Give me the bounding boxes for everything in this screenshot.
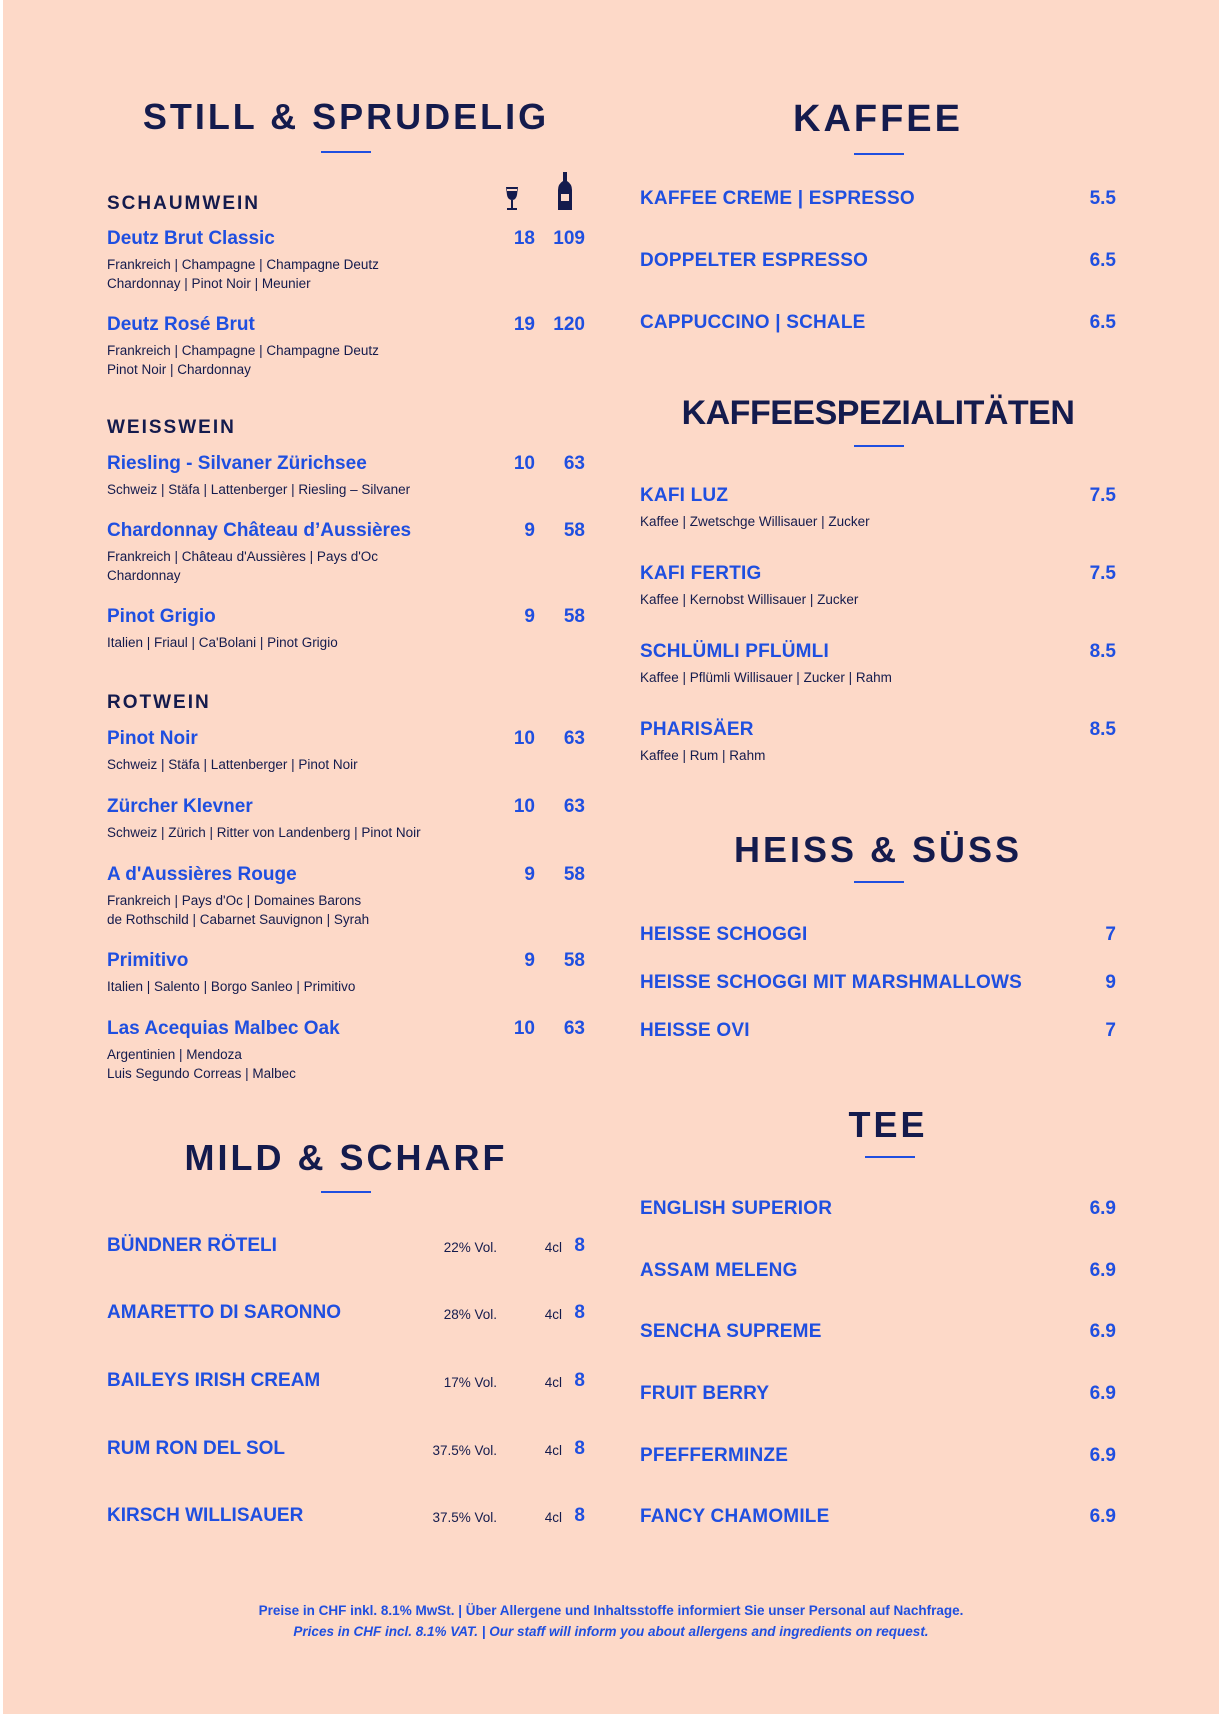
desc-line: Frankreich | Pays d'Oc | Domaines Barons: [107, 893, 362, 908]
serving-size: 4cl: [544, 1240, 562, 1255]
title-underline: [854, 153, 904, 155]
category-rotwein: ROTWEIN: [107, 692, 211, 713]
spirit-name: KIRSCH WILLISAUER: [107, 1505, 304, 1526]
glass-price: 10: [513, 728, 535, 749]
wine-name: Riesling - Silvaner Zürichsee: [107, 453, 367, 474]
desc-line: Frankreich | Champagne | Champagne Deutz: [107, 257, 379, 272]
price: 6.9: [1089, 1198, 1116, 1219]
bottle-price: 63: [563, 728, 585, 749]
list-item: [107, 1370, 585, 1396]
list-item: [640, 719, 1116, 764]
alcohol-volume: 37.5% Vol.: [432, 1443, 497, 1458]
desc-line: Chardonnay: [107, 568, 181, 583]
price: 6.9: [1089, 1506, 1116, 1527]
list-item: [640, 1506, 1116, 1532]
item-name: SENCHA SUPREME: [640, 1321, 822, 1342]
list-item: [107, 1302, 585, 1328]
item-description: Kaffee | Pflümli Willisauer | Zucker | Rahm: [640, 670, 892, 685]
serving-size: 4cl: [544, 1307, 562, 1322]
wine-description: [107, 977, 355, 996]
serving-size: 4cl: [544, 1510, 562, 1525]
price: 6.9: [1089, 1260, 1116, 1281]
section-title-kaffee: KAFFEE: [793, 98, 963, 140]
price: 6.5: [1089, 312, 1116, 333]
list-item: [640, 1020, 1116, 1046]
list-item: [640, 1260, 1116, 1286]
glass-price: 19: [513, 314, 535, 335]
glass-price: 10: [513, 1018, 535, 1039]
price: 6.9: [1089, 1321, 1116, 1342]
item-description: Kaffee | Rum | Rahm: [640, 748, 766, 763]
wine-name: Deutz Rosé Brut: [107, 314, 255, 335]
wine-description: [107, 755, 358, 774]
wine-description: [107, 891, 369, 929]
price: 8: [574, 1302, 585, 1323]
desc-line: Frankreich | Château d'Aussières | Pays d'Oc: [107, 549, 379, 564]
menu-page: [3, 0, 1219, 1714]
alcohol-volume: 17% Vol.: [443, 1375, 497, 1390]
item-description: Kaffee | Kernobst Willisauer | Zucker: [640, 592, 859, 607]
item-name: HEISSE SCHOGGI MIT MARSHMALLOWS: [640, 972, 1022, 993]
bottle-price: 58: [563, 864, 585, 885]
price: 7: [1105, 924, 1116, 945]
wine-description: [107, 547, 378, 585]
desc-line: Italien | Salento | Borgo Sanleo | Primitivo: [107, 979, 356, 994]
wine-name: A d'Aussières Rouge: [107, 864, 297, 885]
glass-price: 18: [513, 228, 535, 249]
list-item: [107, 950, 585, 994]
item-name: HEISSE OVI: [640, 1020, 750, 1041]
wine-name: Las Acequias Malbec Oak: [107, 1018, 340, 1039]
list-item: [640, 250, 1116, 276]
list-item: [640, 563, 1116, 608]
wine-description: [107, 255, 379, 293]
glass-price: 10: [513, 796, 535, 817]
title-underline: [854, 445, 904, 447]
price: 7.5: [1089, 563, 1116, 584]
price: 7: [1105, 1020, 1116, 1041]
list-item: [107, 1438, 585, 1464]
price: 8.5: [1089, 641, 1116, 662]
bottle-price: 63: [563, 453, 585, 474]
footer-line-en: Prices in CHF incl. 8.1% VAT. | Our staff will inform you about allergens and ingredients on request.: [293, 1624, 929, 1639]
desc-line: Pinot Noir | Chardonnay: [107, 362, 251, 377]
list-item: [107, 728, 585, 772]
wine-name: Deutz Brut Classic: [107, 228, 275, 249]
desc-line: Italien | Friaul | Ca'Bolani | Pinot Grigio: [107, 635, 338, 650]
list-item: [107, 1505, 585, 1531]
item-name: SCHLÜMLI PFLÜMLI: [640, 641, 829, 662]
item-name: PFEFFERMINZE: [640, 1445, 789, 1466]
list-item: [640, 1198, 1116, 1224]
item-name: KAFI FERTIG: [640, 563, 762, 584]
spirit-name: AMARETTO DI SARONNO: [107, 1302, 341, 1323]
item-name: PHARISÄER: [640, 719, 754, 740]
list-item: [640, 1321, 1116, 1347]
desc-line: Schweiz | Stäfa | Lattenberger | Pinot Noir: [107, 757, 358, 772]
alcohol-volume: 22% Vol.: [443, 1240, 497, 1255]
bottle-price: 63: [563, 796, 585, 817]
list-item: [107, 453, 585, 497]
price: 7.5: [1089, 485, 1116, 506]
spirit-name: RUM RON DEL SOL: [107, 1438, 286, 1459]
spirit-name: BÜNDNER RÖTELI: [107, 1235, 277, 1256]
footer-note: [3, 1603, 1219, 1639]
item-name: HEISSE SCHOGGI: [640, 924, 808, 945]
serving-size: 4cl: [544, 1375, 562, 1390]
price: 9: [1105, 972, 1116, 993]
bottle-price: 63: [563, 1018, 585, 1039]
item-name: KAFFEE CREME | ESPRESSO: [640, 188, 915, 209]
bottle-price: 120: [553, 314, 585, 335]
glass-price: 9: [524, 864, 535, 885]
desc-line: Chardonnay | Pinot Noir | Meunier: [107, 276, 311, 291]
item-name: ASSAM MELENG: [640, 1260, 798, 1281]
wine-name: Zürcher Klevner: [107, 796, 253, 817]
title-underline: [321, 1191, 371, 1193]
list-item: [107, 1018, 585, 1081]
price: 6.9: [1089, 1383, 1116, 1404]
glass-price: 9: [524, 950, 535, 971]
list-item: [640, 312, 1116, 338]
list-item: [640, 1383, 1116, 1409]
wine-bottle-icon: [557, 172, 573, 210]
list-item: [107, 228, 585, 291]
list-item: [107, 314, 585, 377]
price: 6.9: [1089, 1445, 1116, 1466]
category-weisswein: WEISSWEIN: [107, 417, 236, 438]
desc-line: Argentinien | Mendoza: [107, 1047, 242, 1062]
list-item: [640, 924, 1116, 950]
price: 8: [574, 1438, 585, 1459]
alcohol-volume: 37.5% Vol.: [432, 1510, 497, 1525]
wine-description: [107, 341, 379, 379]
item-name: KAFI LUZ: [640, 485, 729, 506]
wine-glass-icon: [504, 186, 520, 212]
list-item: [640, 641, 1116, 686]
glass-price: 10: [513, 453, 535, 474]
desc-line: de Rothschild | Cabarnet Sauvignon | Syrah: [107, 912, 370, 927]
list-item: [640, 972, 1116, 998]
list-item: [107, 796, 585, 840]
price: 8: [574, 1370, 585, 1391]
bottle-price: 58: [563, 606, 585, 627]
price: 8: [574, 1235, 585, 1256]
list-item: [107, 520, 585, 583]
section-title-heiss: HEISS & SÜSS: [733, 829, 1023, 870]
section-title-still: STILL & SPRUDELIG: [142, 96, 550, 137]
glass-price: 9: [524, 606, 535, 627]
alcohol-volume: 28% Vol.: [443, 1307, 497, 1322]
price: 6.5: [1089, 250, 1116, 271]
wine-name: Pinot Grigio: [107, 606, 216, 627]
list-item: [640, 1445, 1116, 1471]
desc-line: Frankreich | Champagne | Champagne Deutz: [107, 343, 379, 358]
item-name: CAPPUCCINO | SCHALE: [640, 312, 866, 333]
serving-size: 4cl: [544, 1443, 562, 1458]
list-item: [640, 188, 1116, 214]
wine-description: [107, 633, 338, 652]
title-underline: [854, 881, 904, 883]
glass-price: 9: [524, 520, 535, 541]
price: 8.5: [1089, 719, 1116, 740]
wine-name: Primitivo: [107, 950, 189, 971]
category-schaumwein: SCHAUMWEIN: [107, 193, 260, 214]
list-item: [107, 1235, 585, 1261]
desc-line: Schweiz | Zürich | Ritter von Landenberg | Pinot Noir: [107, 825, 421, 840]
section-title-mild: MILD & SCHARF: [184, 1137, 508, 1178]
wine-description: [107, 1045, 296, 1083]
wine-name: Chardonnay Château d’Aussières: [107, 520, 412, 541]
title-underline: [865, 1156, 915, 1158]
bottle-price: 109: [553, 228, 585, 249]
footer-line-de: Preise in CHF inkl. 8.1% MwSt. | Über Allergene und Inhaltsstoffe informiert Sie unser Personal auf Nachfrage.: [258, 1603, 964, 1618]
spirit-name: BAILEYS IRISH CREAM: [107, 1370, 321, 1391]
desc-line: Luis Segundo Correas | Malbec: [107, 1066, 296, 1081]
price: 5.5: [1089, 188, 1116, 209]
wine-description: [107, 823, 421, 842]
item-name: FRUIT BERRY: [640, 1383, 770, 1404]
section-title-tee: TEE: [848, 1104, 928, 1145]
item-name: FANCY CHAMOMILE: [640, 1506, 830, 1527]
wine-description: [107, 480, 410, 499]
title-underline: [321, 151, 371, 153]
wine-name: Pinot Noir: [107, 728, 198, 749]
bottle-price: 58: [563, 950, 585, 971]
bottle-price: 58: [563, 520, 585, 541]
list-item: [640, 485, 1116, 530]
price: 8: [574, 1505, 585, 1526]
item-description: Kaffee | Zwetschge Willisauer | Zucker: [640, 514, 870, 529]
item-name: DOPPELTER ESPRESSO: [640, 250, 869, 271]
desc-line: Schweiz | Stäfa | Lattenberger | Riesling – Silvaner: [107, 482, 411, 497]
item-name: ENGLISH SUPERIOR: [640, 1198, 833, 1219]
list-item: [107, 606, 585, 650]
section-title-spezialitaeten: KAFFEESPEZIALITÄTEN: [681, 394, 1075, 432]
list-item: [107, 864, 585, 927]
